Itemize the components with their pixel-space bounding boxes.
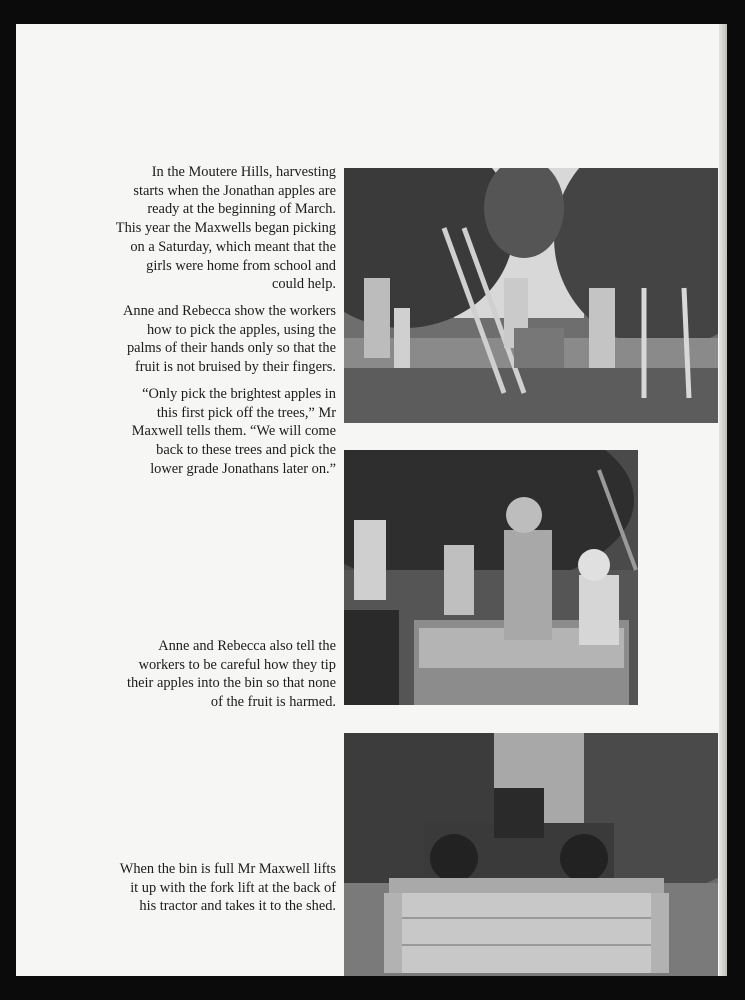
photo-tipping-apples-bin xyxy=(344,450,638,705)
photo-tractor-fork-lift xyxy=(344,733,718,976)
paragraph-tip-apples: Anne and Rebecca also tell the workers to be careful how they tip their apples into the bin so that none of the fruit is harmed. xyxy=(126,638,336,711)
paragraph-harvest-start: In the Moutere Hills, harvesting starts when the Jonathan apples are ready at the beginning of March. This year the Maxwells began picking on a Saturday, which meant that the girls were home from school and could help. xyxy=(115,164,336,293)
book-page xyxy=(16,24,727,976)
page-edge xyxy=(719,24,727,976)
photo-orchard-pickers xyxy=(344,168,718,423)
paragraph-picking-method: Anne and Rebecca show the workers how to pick the apples, using the palms of their hands only so that the fruit is not bruised by their fingers. xyxy=(123,303,336,376)
paragraph-brightest-apples: “Only pick the brightest apples in this first pick off the trees,” Mr Maxwell tells them. “We will come back to these trees and pick the lower grade Jonathans later on.” xyxy=(131,386,336,477)
paragraph-fork-lift: When the bin is full Mr Maxwell lifts it up with the fork lift at the back of his tractor and takes it to the shed. xyxy=(119,861,336,915)
